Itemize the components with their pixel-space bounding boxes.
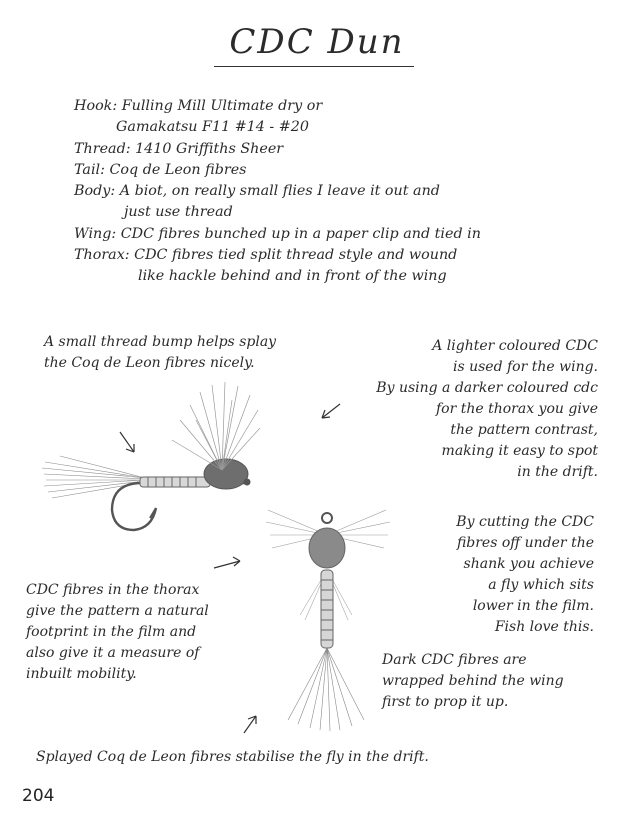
note-line: the pattern contrast, (450, 422, 598, 438)
note-line: Fish love this. (494, 619, 594, 635)
note-line: give the pattern a natural (26, 603, 209, 619)
note-cutting-cdc (456, 512, 594, 638)
recipe-hook-cont: Gamakatsu F11 #14 - #20 (116, 119, 309, 136)
arrow-wing (322, 404, 340, 418)
top-view-fly-illustration (266, 510, 390, 731)
note-line: is used for the wing. (452, 359, 598, 375)
note-line: the Coq de Leon fibres nicely. (44, 355, 255, 371)
recipe-thorax: Thorax: CDC fibres tied split thread style and wound (74, 247, 458, 264)
recipe-wing: Wing: CDC fibres bunched up in a paper clip and tied in (74, 225, 481, 242)
note-line: CDC fibres in the thorax (26, 582, 200, 598)
note-line: footprint in the film and (26, 624, 197, 640)
recipe-hook: Hook: Fulling Mill Ultimate dry or (74, 98, 323, 114)
note-line: A small thread bump helps splay (44, 334, 277, 350)
note-line: also give it a measure of (26, 645, 200, 661)
recipe-body: Body: A biot, on really small flies I leave it out and (74, 183, 440, 200)
note-dark-cdc (382, 650, 564, 713)
recipe-thorax-cont: like hackle behind and in front of the wing (138, 268, 447, 285)
recipe-tail: Tail: Coq de Leon fibres (74, 161, 247, 178)
note-line: By using a darker coloured cdc (376, 380, 598, 396)
note-line: By cutting the CDC (456, 514, 594, 530)
note-thread-bump (44, 332, 276, 374)
side-view-fly-illustration (42, 382, 260, 530)
note-line: wrapped behind the wing (382, 673, 564, 689)
recipe-body-cont: just use thread (124, 204, 233, 221)
note-line: Dark CDC fibres are (382, 652, 527, 668)
note-line: fibres off under the (456, 535, 594, 551)
recipe-thread: Thread: 1410 Griffiths Sheer (74, 140, 284, 157)
note-line: a fly which sits (488, 577, 594, 593)
note-line: lower in the film. (472, 598, 594, 614)
note-line: for the thorax you give (435, 401, 598, 417)
note-splayed (36, 747, 429, 768)
note-line: A lighter coloured CDC (432, 338, 598, 354)
note-line: Splayed Coq de Leon fibres stabilise the fly in the drift. (36, 749, 429, 765)
arrow-thorax (214, 557, 240, 568)
page-number: 204 (22, 786, 55, 806)
note-line: in the drift. (517, 464, 598, 480)
arrow-thread-bump (120, 432, 134, 452)
note-line: inbuilt mobility. (26, 666, 137, 682)
note-line: making it easy to spot (441, 443, 598, 459)
note-lighter-cdc (376, 336, 598, 483)
page-title: CDC Dun (229, 22, 405, 62)
note-line: shank you achieve (463, 556, 594, 572)
arrow-tail (244, 716, 256, 733)
note-thorax-fibres (26, 580, 209, 685)
note-line: first to prop it up. (382, 694, 509, 710)
